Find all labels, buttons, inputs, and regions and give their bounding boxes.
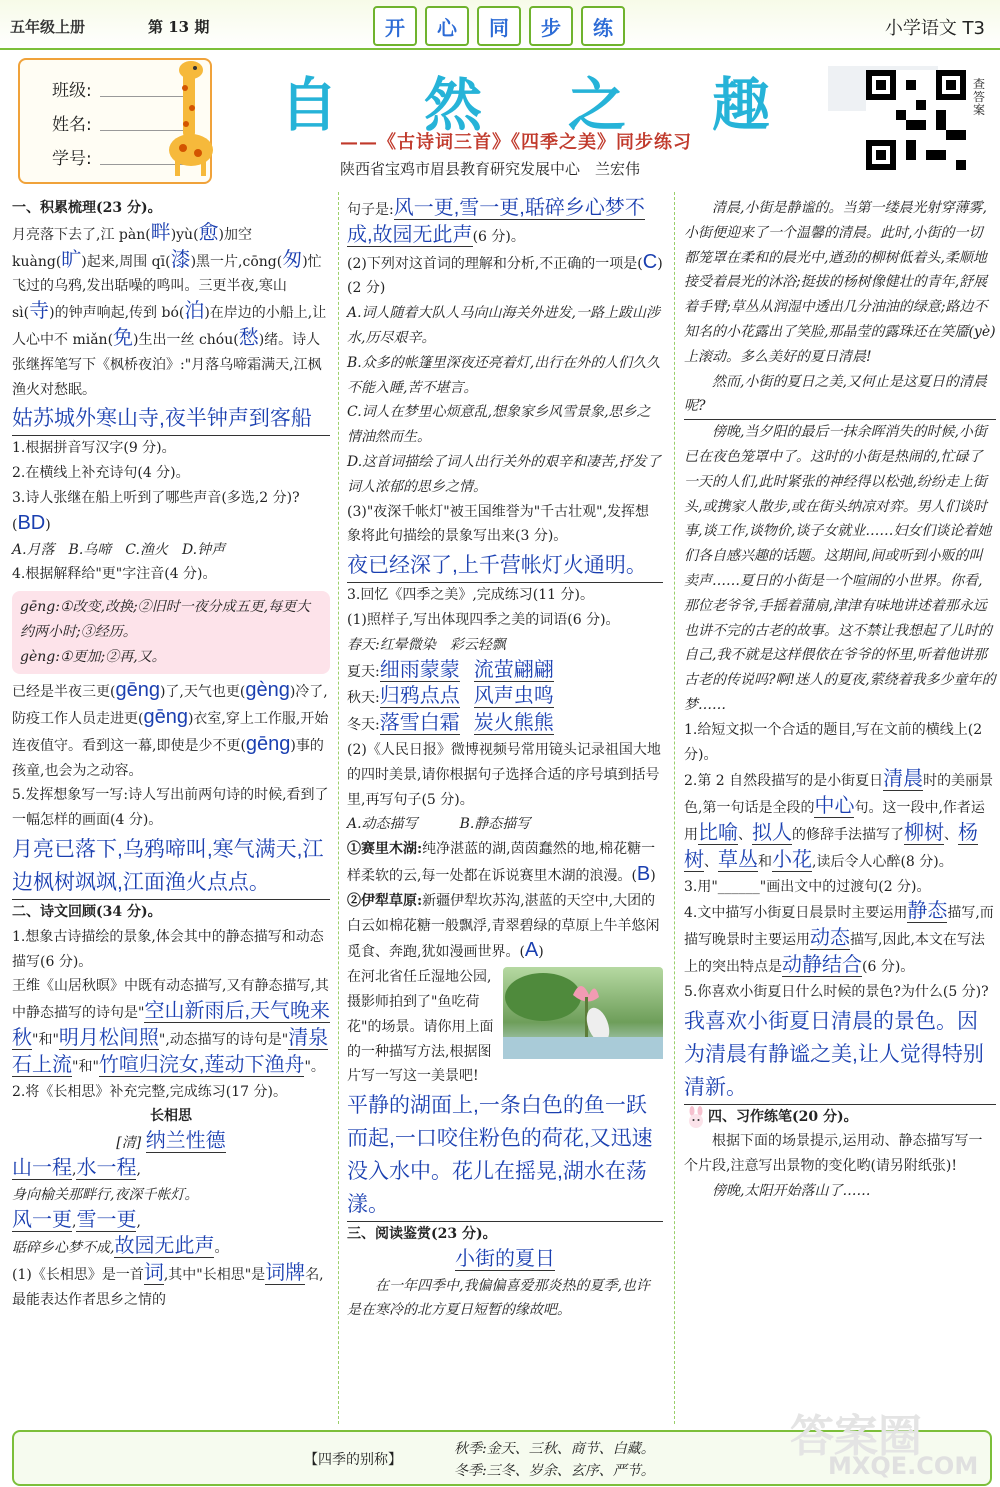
qr-code-icon[interactable] bbox=[866, 70, 966, 170]
answer: 静态 bbox=[907, 900, 948, 923]
writing-prompt: 傍晚,太阳开始落山了…… bbox=[712, 1182, 871, 1199]
text: )生出一丝 chóu( bbox=[133, 331, 239, 348]
season-row bbox=[347, 684, 663, 711]
section-heading: 一、积累梳理(23 分)。 bbox=[12, 200, 162, 216]
name-label: 姓名: bbox=[52, 115, 92, 135]
text: 句子是: bbox=[347, 202, 394, 218]
label: 冬天: bbox=[347, 717, 380, 734]
question: 3.用"______"画出文中的过渡句(2 分)。 bbox=[684, 878, 931, 895]
text: ",动态描写的诗句是" bbox=[158, 1031, 289, 1048]
sentence: ①赛里木湖:纯净湛蓝的湖,茵茵蠢然的地,棉花糖一样柔软的云,每一处都在诉说赛里木湖的浪漫。(B) bbox=[347, 841, 656, 885]
brand-char: 同 bbox=[477, 6, 521, 46]
text: (2)下列对这首词的理解和分析,不正确的一项是( bbox=[347, 255, 643, 272]
transition-sentence: 然而,小街的夏日之美,又何止是这夏日的清晨呢? bbox=[684, 370, 996, 421]
answer: 明月松间照 bbox=[58, 1026, 159, 1049]
answer: 寺 bbox=[29, 300, 50, 323]
answer: 小花 bbox=[772, 848, 812, 871]
answer: 细雨蒙蒙 bbox=[379, 658, 460, 681]
qr-label: 查答案 bbox=[973, 77, 986, 117]
text: 4.文中描写小街夏日晨景时主要运用 bbox=[684, 905, 908, 922]
page-header bbox=[0, 0, 1000, 50]
bunny-icon bbox=[684, 1106, 708, 1128]
season-row bbox=[347, 711, 663, 738]
answer: 雪一更 bbox=[76, 1208, 137, 1231]
question: 5.发挥想象写一写:诗人写出前两句诗的时候,看到了一幅怎样的画面(4 分)。 bbox=[12, 787, 329, 829]
text: 纯净湛蓝的湖,茵茵蠢然的地,棉花糖一样柔软的云,每一处都在诉说赛里木湖的浪漫。( bbox=[347, 841, 656, 884]
sentence: ②伊犁草原:新疆伊犁坎苏沟,湛蓝的天空中,大团的白云如棉花糖一般飘浮,青翠碧绿的草原上牛羊悠闲觅食、奔跑,犹如漫画世界。(A) bbox=[347, 892, 660, 962]
answer-line: 夜已经深了,上千营帐灯火通明。 bbox=[347, 549, 663, 583]
answer-line: 平静的湖面上,一条白色的鱼一跃而起,一口咬住粉色的荷花,又迅速没入水中。花儿在摇晃,湖水在荡漾。 bbox=[347, 1089, 663, 1222]
answer: 归鸦点点 bbox=[379, 685, 460, 708]
text: )yù( bbox=[170, 226, 199, 243]
question: 4.根据解释给"更"字注音(4 分)。 bbox=[12, 566, 217, 583]
answer-line: 我喜欢小街夏日清晨的景色。因为清晨有静谧之美,让人觉得特别清新。 bbox=[684, 1005, 996, 1105]
reading-title bbox=[347, 1247, 663, 1274]
answer: 草丛 bbox=[718, 848, 758, 871]
text: 月亮落下去了,江 pàn( bbox=[12, 226, 151, 243]
text: ,读后令人心醉(8 分)。 bbox=[812, 853, 953, 870]
text: )事的孩童,也会为之动容。 bbox=[12, 737, 324, 779]
text: 王维《山居秋暝》中既有动态描写,又有静态描写,其中静态描写的诗句是" bbox=[12, 978, 329, 1022]
question: 5.你喜欢小街夏日什么时候的景色?为什么(5 分)? bbox=[684, 983, 989, 1000]
author-line: 陕西省宝鸡市眉县教育研究发展中心 兰宏伟 bbox=[340, 160, 641, 178]
answer: 柳树 bbox=[904, 821, 944, 844]
brand-logo bbox=[373, 6, 643, 44]
answer: 拟人 bbox=[752, 821, 792, 844]
answer: gēng bbox=[245, 732, 291, 755]
question: 1.想象古诗描绘的景象,体会其中的静态描写和动态描写(6 分)。 bbox=[12, 928, 324, 970]
text: 描写,而描写晚景时主要运用 bbox=[684, 905, 994, 949]
answer: 风一更 bbox=[12, 1208, 72, 1231]
question bbox=[12, 1261, 330, 1313]
answer: C bbox=[642, 250, 658, 273]
column-divider bbox=[674, 192, 675, 1424]
class-label: 班级: bbox=[52, 81, 92, 101]
option: A.词人随着大队人马向山海关外进发,一路上跋山涉水,历尽艰辛。 bbox=[347, 305, 661, 346]
watermark-url: MXQE.COM bbox=[828, 1452, 979, 1480]
example: 春天:红晕微染 彩云轻飘 bbox=[347, 636, 506, 653]
dynasty: [清] bbox=[116, 1135, 142, 1152]
column-divider bbox=[338, 192, 339, 1424]
paragraph bbox=[347, 196, 663, 250]
reading-paragraph: 傍晚,当夕阳的最后一抹余晖消失的时候,小街已在夜色笼罩中了。这时的小街是热闹的,忙碌了一天的人们,此时紧张的神经得以松弛,纷纷走上街头,或携家人散步,或在街头纳凉对弈。男人们谈时事,谈工作,谈物价,谈子女就业……妇女们谈论着她们各自感兴趣的话题。这期间,间或听到小贩的叫卖声……夏日的小街是一个喧闹的小世界。你看,那位老爷爷,手摇着蒲扇,津津有味地讲述着那永远也讲不完的古老的故事。这不禁让我想起了儿时的自己,我不就是这样偎依在爷爷的怀里,听着他讲那古老的传说吗?啊!迷人的夏夜,萦绕着我多少童年的梦…… bbox=[684, 424, 996, 713]
text: 描写,因此,本文在写法上的突出特点是 bbox=[684, 932, 985, 975]
section-heading bbox=[684, 1105, 996, 1130]
text: )在岸边的小船上,让人心中不 miǎn( bbox=[12, 305, 327, 348]
poem-title: 长相思 bbox=[150, 1108, 192, 1125]
answer: 旷 bbox=[61, 248, 82, 271]
text: 2.第 2 自然段描写的是小街夏日 bbox=[684, 773, 884, 790]
id-label: 学号: bbox=[52, 149, 92, 169]
text: )了,天气也更( bbox=[159, 684, 246, 701]
reading-paragraph: 在一年四季中,我偏偏喜爱那炎热的夏季,也许是在寒冷的北方夏日短暂的缘故吧。 bbox=[347, 1277, 650, 1319]
question bbox=[684, 899, 996, 979]
text: "和" bbox=[32, 1031, 59, 1048]
title-char: 之 bbox=[567, 71, 626, 139]
photo-question bbox=[347, 965, 663, 1089]
definition: gēng:①改变,改换;②旧时一夜分成五更,每更大约两小时;③经历。 bbox=[20, 599, 311, 641]
section-heading: 二、诗文回顾(34 分)。 bbox=[12, 903, 162, 920]
answer: 流萤翩翩 bbox=[473, 658, 554, 681]
answer: 风声虫鸣 bbox=[473, 685, 554, 708]
label: 秋天: bbox=[347, 690, 380, 707]
season-row bbox=[347, 658, 663, 685]
brand-char: 开 bbox=[373, 6, 417, 46]
poem-author bbox=[12, 1129, 330, 1156]
column-2 bbox=[347, 196, 663, 1323]
options bbox=[347, 812, 663, 837]
option: C.词人在梦里心烦意乱,想象家乡风雪景象,思乡之情油然而生。 bbox=[347, 404, 651, 446]
question: 3.诗人张继在船上听到了哪些声音(多选,2 分)?(BD) bbox=[12, 489, 300, 534]
issue-number: 第 13 期 bbox=[148, 18, 210, 36]
title-char: 然 bbox=[423, 71, 482, 139]
writing-prompt: 根据下面的场景提示,运用动、静态描写写一个片段,注意写出景物的变化哟(请另附纸张)! bbox=[684, 1133, 983, 1175]
question: 1.根据拼音写汉字(9 分)。 bbox=[12, 440, 176, 457]
heading-text: 四、习作练笔(20 分)。 bbox=[708, 1108, 858, 1125]
answer: A bbox=[524, 939, 539, 962]
text: (1)《长相思》是一首 bbox=[12, 1267, 144, 1284]
answer: 中心 bbox=[814, 795, 855, 818]
column-1 bbox=[12, 196, 330, 1313]
answer: 动态 bbox=[810, 927, 850, 950]
answer: 落雪白霜 bbox=[379, 712, 460, 735]
answer: BD bbox=[17, 511, 46, 534]
paragraph bbox=[12, 974, 330, 1079]
answer: 词 bbox=[143, 1262, 164, 1285]
label: ①赛里木湖: bbox=[347, 841, 423, 858]
poem-line: 山一程,水一程, bbox=[12, 1156, 141, 1179]
question: (1)照样子,写出体现四季之美的词语(6 分)。 bbox=[347, 611, 620, 628]
text: ,其中"长相思"是 bbox=[163, 1267, 266, 1284]
answer: 漆 bbox=[170, 248, 191, 271]
text: )黑一片,cōng( bbox=[190, 253, 283, 270]
text: )(2 分) bbox=[347, 255, 663, 297]
text: 已经是半夜三更( bbox=[12, 684, 116, 701]
text: 句。这一段中,作者运用 bbox=[684, 800, 985, 843]
title-char: 趣 bbox=[711, 71, 770, 139]
footer-line: 冬季:三冬、岁余、玄序、严节。 bbox=[454, 1463, 655, 1479]
watermark: 答案圈 bbox=[790, 1411, 922, 1462]
text: 、 bbox=[944, 826, 958, 843]
answer: 炭火熊熊 bbox=[473, 712, 554, 735]
answer: B bbox=[636, 862, 651, 885]
definition: gèng:①更加;②再,又。 bbox=[20, 649, 166, 666]
answer: 清晨 bbox=[883, 768, 924, 791]
question: 1.给短文拟一个合适的题目,写在文前的横线上(2 分)。 bbox=[684, 721, 983, 763]
answer: 愁 bbox=[238, 326, 259, 349]
text: )衣室,穿上工作服,开始连夜值守。看到这一幕,即使是少不更( bbox=[12, 710, 329, 754]
brand-char: 步 bbox=[529, 6, 573, 46]
text: )起来,周围 qī( bbox=[81, 253, 171, 270]
answer: 畔 bbox=[150, 221, 171, 244]
answer: 故园无此声 bbox=[114, 1235, 215, 1258]
giraffe-illustration bbox=[165, 58, 215, 178]
answer: 小街的夏日 bbox=[455, 1247, 555, 1270]
answer: gèng bbox=[245, 679, 290, 702]
options: A.月落 B.乌啼 C.渔火 D.钟声 bbox=[12, 541, 226, 558]
text: 聒碎乡心梦不成, bbox=[12, 1240, 115, 1257]
answer-line: 月亮已落下,乌鸦啼叫,寒气满天,江边枫树飒飒,江面渔火点点。 bbox=[12, 833, 330, 900]
text: "和" bbox=[72, 1058, 99, 1075]
question bbox=[347, 250, 663, 302]
answer: 竹喧归浣女,莲动下渔舟 bbox=[98, 1053, 305, 1076]
photo-illustration bbox=[503, 967, 663, 1059]
answer: 泊 bbox=[184, 300, 205, 323]
text: 和 bbox=[758, 853, 772, 870]
answer: 词牌 bbox=[265, 1262, 306, 1285]
text: (6 分)。 bbox=[472, 228, 525, 245]
footer-label: 【四季的别称】 bbox=[304, 1452, 402, 1468]
option: B.静态描写 bbox=[459, 816, 531, 833]
question: (2)《人民日报》微博视频号常用镜头记录祖国大地的四时美景,请你根据句子选择合适的序号填到括号里,再写句子(5 分)。 bbox=[347, 741, 661, 808]
answer: 愈 bbox=[198, 221, 219, 244]
answer: 动静结合 bbox=[782, 953, 862, 976]
photo-prompt: 在河北省任丘湿地公园,摄影师拍到了"鱼吃荷花"的场景。请你用上面的一种描写方法,根据图片写一写这一美景吧! bbox=[347, 969, 494, 1085]
answer: 清泉石上流 bbox=[12, 1026, 329, 1076]
brand-char: 心 bbox=[425, 6, 469, 46]
text: )加空 kuàng( bbox=[12, 226, 253, 270]
question: 2.将《长相思》补充完整,完成练习(17 分)。 bbox=[12, 1083, 287, 1100]
paragraph bbox=[12, 221, 330, 403]
option: A.动态描写 bbox=[347, 816, 418, 833]
label: ②伊犁草原: bbox=[347, 892, 423, 909]
answer: 免 bbox=[113, 326, 134, 349]
text: 、 bbox=[704, 853, 718, 870]
text: )绪。诗人张继挥笔写下《枫桥夜泊》:"月落乌啼霜满天,江枫渔火对愁眠。 bbox=[12, 331, 322, 398]
text: "。 bbox=[304, 1058, 325, 1075]
lotus-fish-photo bbox=[503, 967, 663, 1059]
text: 名,最能表达作者思乡之情的 bbox=[12, 1267, 324, 1308]
answer: 空山新雨后,天气晚来秋 bbox=[12, 1000, 331, 1049]
question: (3)"夜深千帐灯"被王国维誉为"千古壮观",发挥想象将此句描绘的景象写出来(3 分)。 bbox=[347, 503, 650, 545]
question: 2.在横线上补充诗句(4 分)。 bbox=[12, 465, 190, 482]
column-3 bbox=[684, 196, 996, 1204]
text: 、 bbox=[738, 826, 752, 843]
option: D.这首词描绘了词人出行关外的艰辛和凄苦,抒发了词人浓郁的思乡之情。 bbox=[347, 453, 661, 495]
definition-box bbox=[12, 591, 330, 674]
text: )忙飞过的乌鸦,发出聒噪的鸣叫。三更半夜,寒山 sì( bbox=[12, 253, 322, 322]
answer: 纳兰性德 bbox=[145, 1130, 226, 1153]
answer: gēng bbox=[143, 705, 188, 728]
reading-paragraph: 清晨,小街是静谧的。当第一缕晨光射穿薄雾,小街便迎来了一个温馨的清晨。此时,小街的一切都笼罩在柔和的晨光中,遒劲的柳树低着头,柔顺地接受着晨光的沐浴;挺拔的杨树像健壮的青年,舒展着手臂;草丛从润湿中透出几分油油的绿意;路边不知名的小花露出了笑脸,那晶莹的露珠还在笑靥(yè)上滚动。多么美好的夏日清晨! bbox=[684, 200, 996, 365]
answer: gēng bbox=[115, 679, 160, 702]
poem-line: 聒碎乡心梦不成,故园无此声。 bbox=[12, 1235, 229, 1258]
text: 时的美丽景色,第一句话是全段的 bbox=[684, 773, 994, 817]
question: 3.回忆《四季之美》,完成练习(11 分)。 bbox=[347, 587, 594, 604]
option: B.众多的帐篷里深夜还亮着灯,出行在外的人们久久不能入睡,苦不堪言。 bbox=[347, 354, 661, 396]
text: 的修辞手法描写了 bbox=[792, 826, 904, 843]
paragraph bbox=[12, 678, 330, 783]
answer: 匆 bbox=[282, 248, 303, 271]
question bbox=[684, 767, 996, 874]
label: 夏天: bbox=[347, 663, 380, 680]
text: )的钟声响起,传到 bó( bbox=[49, 305, 185, 322]
answer: 比喻 bbox=[698, 821, 738, 844]
poem-line: 身向榆关那畔行,夜深千帐灯。 bbox=[12, 1186, 199, 1203]
answer: 风一更,雪一更,聒碎乡心梦不成,故园无此声 bbox=[347, 197, 645, 246]
section-heading: 三、阅读鉴赏(23 分)。 bbox=[347, 1226, 497, 1243]
text: 3.诗人张继在船上听到了哪些声音(多选,2 分)?( bbox=[12, 489, 300, 533]
poem-line: 风一更,雪一更, bbox=[12, 1208, 141, 1231]
answer: 山一程 bbox=[12, 1156, 72, 1179]
subject-label: 小学语文 T3 bbox=[884, 18, 985, 39]
brand-char: 练 bbox=[581, 6, 625, 46]
answer: 杨树 bbox=[684, 821, 978, 871]
text: )冷了,防疫工作人员走进更( bbox=[12, 684, 328, 727]
text: 新疆伊犁坎苏沟,湛蓝的天空中,大团的白云如棉花糖一般飘浮,青翠碧绿的草原上牛羊悠闲觅食、奔跑,犹如漫画世界。( bbox=[347, 892, 660, 961]
grade-label: 五年级上册 bbox=[10, 18, 86, 36]
footer-line: 秋季:金天、三秋、商节、白藏。 bbox=[454, 1441, 655, 1457]
title-char: 自 bbox=[280, 71, 339, 139]
answer: 水一程 bbox=[76, 1156, 137, 1179]
answer-line: 姑苏城外寒山寺,夜半钟声到客船 bbox=[12, 402, 330, 436]
text: (6 分)。 bbox=[862, 958, 915, 975]
page-subtitle: ——《古诗词三首》《四季之美》同步练习 bbox=[340, 132, 692, 153]
